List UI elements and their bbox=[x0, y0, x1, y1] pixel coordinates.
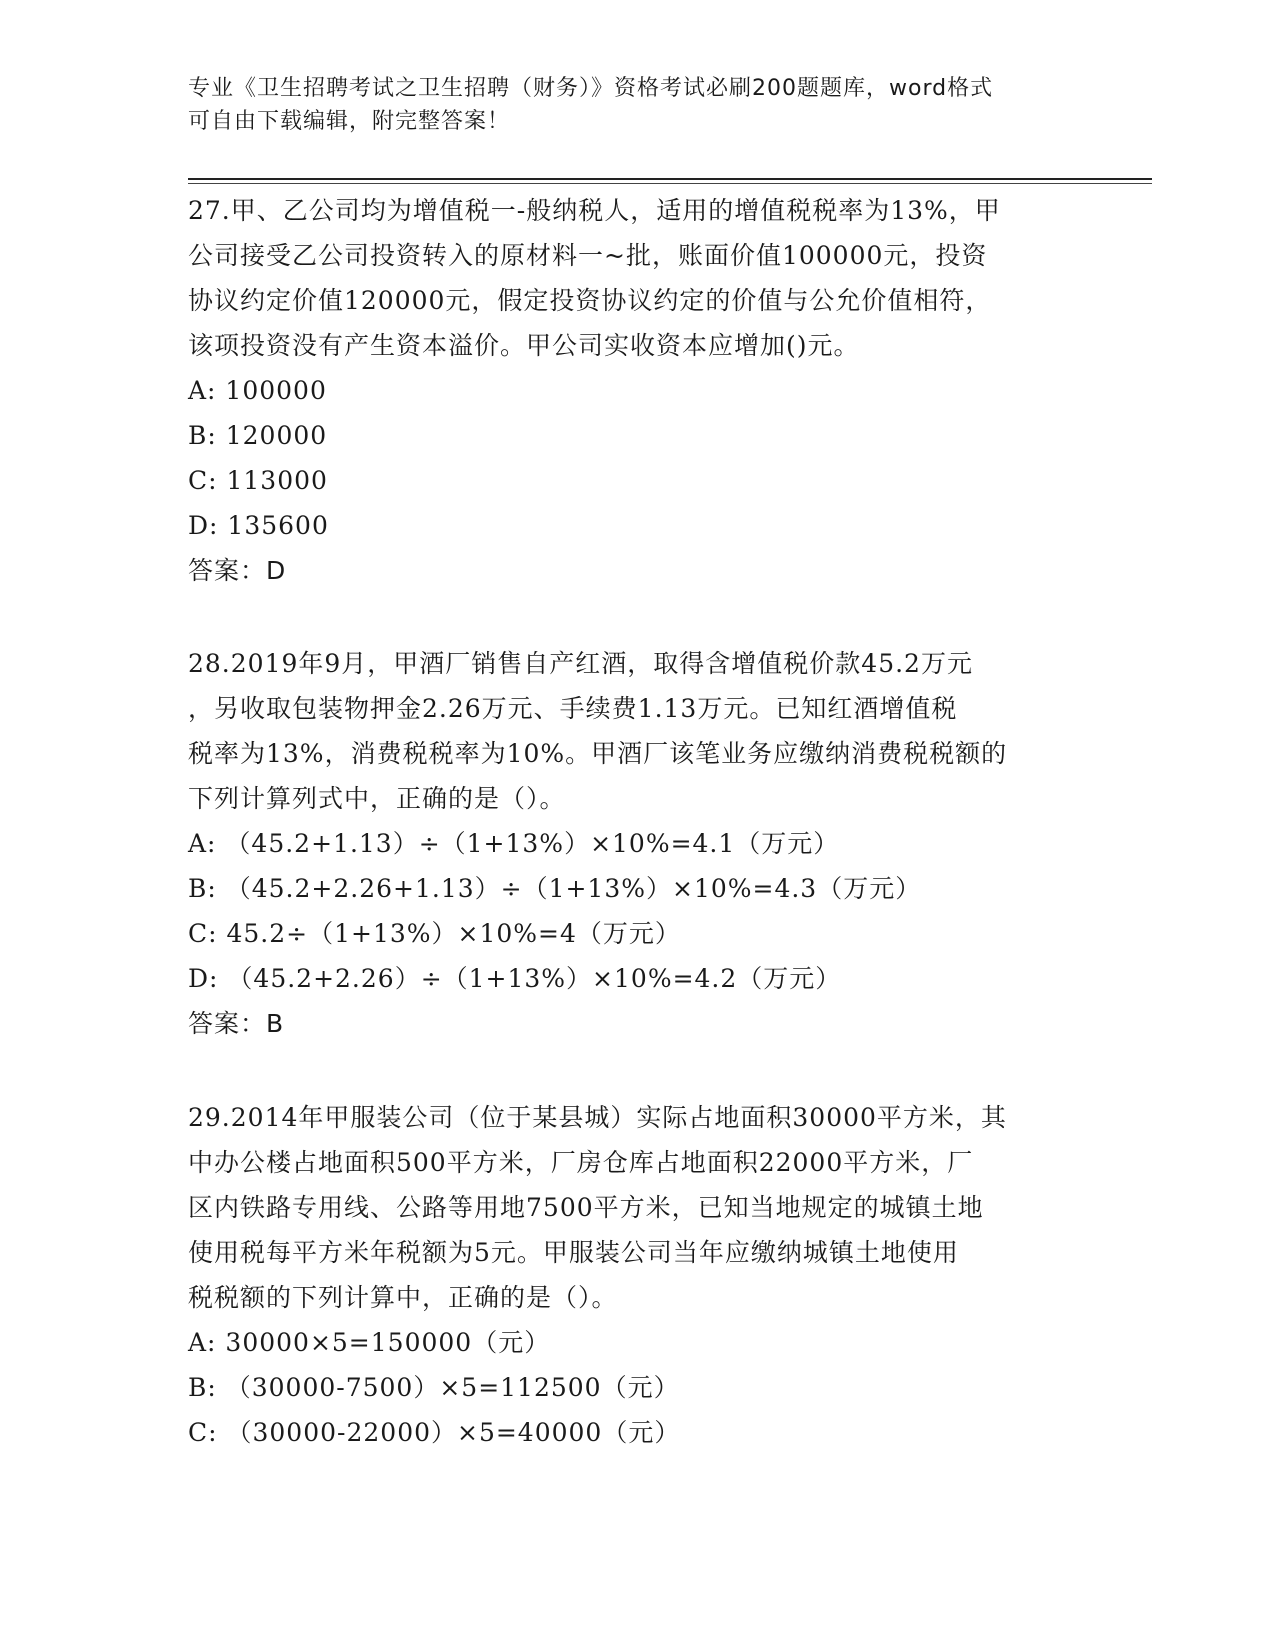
question-line: 公司接受乙公司投资转入的原材料一~批，账面价值100000元，投资 bbox=[188, 241, 988, 270]
option-b: B: 120000 bbox=[188, 421, 328, 450]
question-line: 该项投资没有产生资本溢价。甲公司实收资本应增加()元。 bbox=[188, 331, 860, 360]
question-line: 下列计算列式中，正确的是（）。 bbox=[188, 784, 566, 813]
question-line: 29.2014年甲服装公司（位于某县城）实际占地面积30000平方米，其 bbox=[188, 1103, 1007, 1132]
answer-label: 答案：D bbox=[188, 556, 287, 585]
header-line-1: 专业《卫生招聘考试之卫生招聘（财务）》资格考试必刷200题题库，word格式 bbox=[188, 76, 994, 101]
question-line: 协议约定价值120000元，假定投资协议约定的价值与公允价值相符， bbox=[188, 286, 992, 315]
option-d: D: （45.2+2.26）÷（1+13%）×10%=4.2（万元） bbox=[188, 964, 842, 993]
question-line: 27.甲、乙公司均为增值税一-般纳税人，适用的增值税税率为13%，甲 bbox=[188, 196, 1001, 225]
option-c: C: 113000 bbox=[188, 466, 328, 495]
option-b: B: （45.2+2.26+1.13）÷（1+13%）×10%=4.3（万元） bbox=[188, 874, 922, 903]
question-line: 使用税每平方米年税额为5元。甲服装公司当年应缴纳城镇土地使用 bbox=[188, 1238, 959, 1267]
option-a: A: 30000×5=150000（元） bbox=[188, 1328, 551, 1357]
question-line: 区内铁路专用线、公路等用地7500平方米，已知当地规定的城镇土地 bbox=[188, 1193, 984, 1222]
document-header bbox=[188, 72, 1068, 138]
question-line: ，另收取包装物押金2.26万元、手续费1.13万元。已知红酒增值税 bbox=[188, 694, 958, 723]
question-29 bbox=[188, 1095, 1088, 1455]
header-line-2: 可自由下载编辑，附完整答案！ bbox=[188, 109, 511, 134]
header-divider-thick bbox=[188, 178, 1152, 180]
option-c: C: （30000-22000）×5=40000（元） bbox=[188, 1418, 681, 1447]
question-28 bbox=[188, 641, 1088, 1046]
question-line: 中办公楼占地面积500平方米，厂房仓库占地面积22000平方米，厂 bbox=[188, 1148, 974, 1177]
question-line: 税税额的下列计算中，正确的是（）。 bbox=[188, 1283, 618, 1312]
question-27 bbox=[188, 188, 1088, 593]
option-a: A: 100000 bbox=[188, 376, 327, 405]
question-line: 28.2019年9月，甲酒厂销售自产红酒，取得含增值税价款45.2万元 bbox=[188, 649, 973, 678]
header-divider-thin bbox=[188, 183, 1152, 184]
option-d: D: 135600 bbox=[188, 511, 329, 540]
option-a: A: （45.2+1.13）÷（1+13%）×10%=4.1（万元） bbox=[188, 829, 840, 858]
option-c: C: 45.2÷（1+13%）×10%=4（万元） bbox=[188, 919, 681, 948]
answer-label: 答案：B bbox=[188, 1009, 285, 1038]
question-line: 税率为13%，消费税税率为10%。甲酒厂该笔业务应缴纳消费税税额的 bbox=[188, 739, 1008, 768]
option-b: B: （30000-7500）×5=112500（元） bbox=[188, 1373, 680, 1402]
